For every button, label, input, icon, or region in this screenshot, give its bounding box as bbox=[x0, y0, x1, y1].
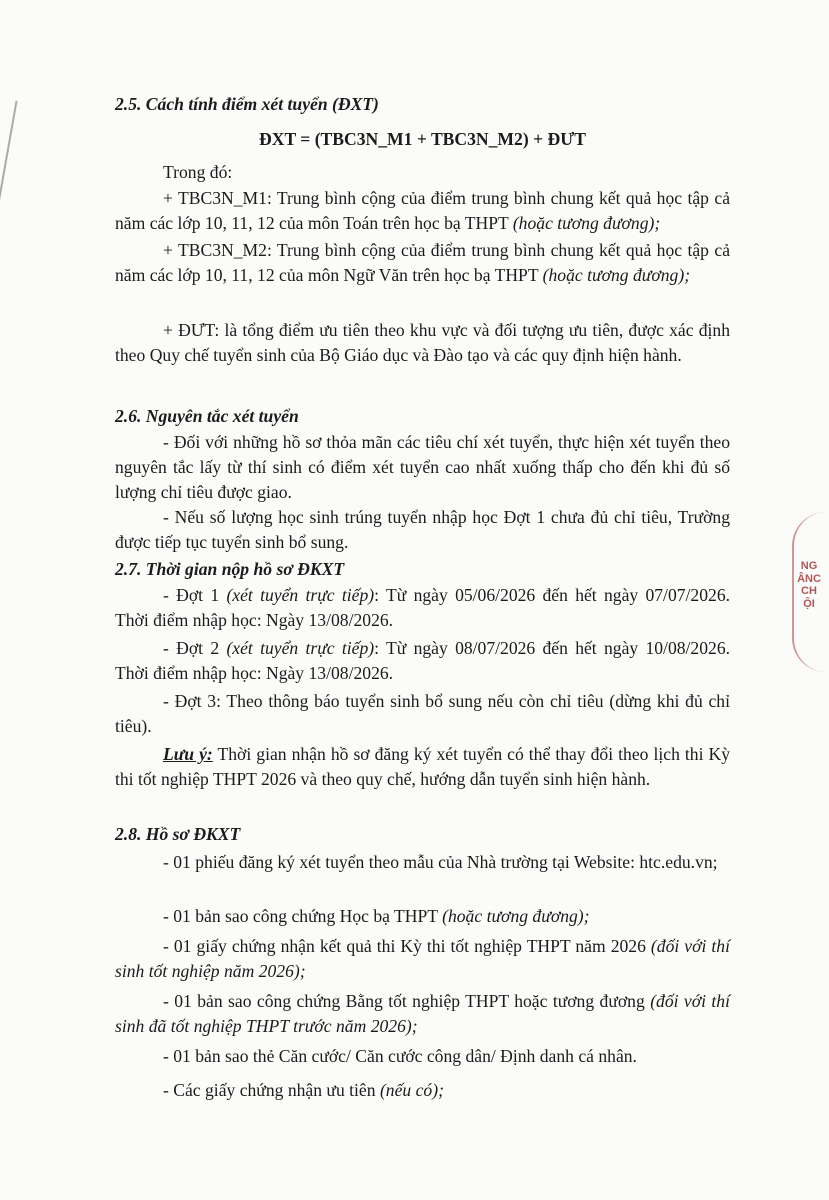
section-2-5-heading: 2.5. Cách tính điểm xét tuyển (ĐXT) bbox=[115, 94, 379, 114]
top-cut-off-line bbox=[270, 0, 600, 10]
doc-item-3-text: - 01 giấy chứng nhận kết quả thi Kỳ thi tốt nghiệp THPT năm 2026 bbox=[163, 936, 646, 956]
doc-item-2-italic: (hoặc tương đương); bbox=[442, 906, 590, 926]
round-2-text: : Từ ngày 08/07/2026 đến hết ngày 10/08/2026. Thời điểm nhập học: Ngày 13/08/2026. bbox=[115, 638, 731, 683]
doc-item-3 bbox=[115, 934, 730, 984]
stamp-text: NG ÂNC CH ỘI bbox=[797, 560, 821, 610]
round-1-italic: (xét tuyển trực tiếp) bbox=[226, 585, 375, 605]
doc-item-1: - 01 phiếu đăng ký xét tuyển theo mẫu của Nhà trường tại Website: htc.edu.vn; bbox=[163, 852, 718, 872]
doc-item-5: - 01 bản sao thẻ Căn cước/ Căn cước công dân/ Định danh cá nhân. bbox=[163, 1046, 637, 1066]
dut-definition: + ĐƯT: là tổng điểm ưu tiên theo khu vực và đối tượng ưu tiên, được xác định theo Quy chế tuyển sinh của Bộ Giáo dục và Đào tạo và các quy định hiện hành. bbox=[115, 320, 730, 365]
round-1-text: : Từ ngày 05/06/2026 đến hết ngày 07/07/2026. Thời điểm nhập học: Ngày 13/08/2026. bbox=[115, 585, 731, 630]
round-2 bbox=[115, 636, 730, 686]
doc-item-4-italic: (đối với thí sinh đã tốt nghiệp THPT trước năm 2026); bbox=[115, 991, 730, 1036]
doc-item-3-italic: (đối với thí sinh tốt nghiệp năm 2026); bbox=[115, 936, 730, 981]
dxt-formula: ĐXT = (TBC3N_M1 + TBC3N_M2) + ĐƯT bbox=[259, 129, 586, 149]
intro-line: Trong đó: bbox=[163, 162, 233, 182]
doc-item-4-text: - 01 bản sao công chứng Bằng tốt nghiệp THPT hoặc tương đương bbox=[163, 991, 645, 1011]
round-2-italic: (xét tuyển trực tiếp) bbox=[226, 638, 375, 658]
section-2-8-heading: 2.8. Hồ sơ ĐKXT bbox=[115, 824, 241, 844]
round-1-label: - Đợt 1 bbox=[163, 585, 220, 605]
round-2-label: - Đợt 2 bbox=[163, 638, 220, 658]
note-paragraph bbox=[115, 742, 730, 792]
doc-item-2 bbox=[115, 904, 730, 929]
section-2-6-heading: 2.6. Nguyên tắc xét tuyển bbox=[115, 406, 299, 426]
red-seal-stamp bbox=[786, 512, 826, 672]
m2-italic: (hoặc tương đương); bbox=[542, 264, 691, 285]
page-edge-mark bbox=[0, 101, 18, 210]
doc-item-6-italic: (nếu có); bbox=[379, 1080, 444, 1100]
round-1 bbox=[115, 583, 730, 633]
m2-definition bbox=[115, 238, 730, 288]
m2-text: + TBC3N_M2: Trung bình cộng của điểm trung bình chung kết quả học tập cả năm các lớp 10, 11, 12 của môn Ngữ Văn trên học bạ THPT bbox=[115, 240, 730, 285]
m1-definition bbox=[115, 186, 730, 236]
doc-item-6 bbox=[115, 1078, 730, 1103]
note-text: Thời gian nhận hồ sơ đăng ký xét tuyển có thể thay đổi theo lịch thi Kỳ thi tốt nghiệp THPT 2026 và theo quy chế, hướng dẫn tuyển sinh hiện hành. bbox=[115, 744, 731, 789]
doc-item-6-text: - Các giấy chứng nhận ưu tiên bbox=[163, 1080, 376, 1100]
principle-2: - Nếu số lượng học sinh trúng tuyển nhập học Đợt 1 chưa đủ chỉ tiêu, Trường được tiếp tục tuyển sinh bổ sung. bbox=[115, 507, 730, 552]
round-3: - Đợt 3: Theo thông báo tuyển sinh bổ sung nếu còn chỉ tiêu (dừng khi đủ chỉ tiêu). bbox=[115, 691, 730, 736]
principle-1: - Đối với những hồ sơ thỏa mãn các tiêu chí xét tuyển, thực hiện xét tuyển theo nguyên tắc lấy từ thí sinh có điểm xét tuyển cao nhất xuống thấp cho đến khi đủ số lượng chỉ tiêu được giao. bbox=[115, 432, 730, 502]
m1-italic: (hoặc tương đương); bbox=[512, 212, 661, 233]
doc-item-4 bbox=[115, 989, 730, 1039]
doc-item-2-text: - 01 bản sao công chứng Học bạ THPT bbox=[163, 906, 438, 926]
m1-text: + TBC3N_M1: Trung bình cộng của điểm trung bình chung kết quả học tập cả năm các lớp 10, 11, 12 của môn Toán trên học bạ THPT bbox=[115, 188, 730, 233]
section-2-7-heading: 2.7. Thời gian nộp hồ sơ ĐKXT bbox=[115, 559, 345, 579]
note-label: Lưu ý: bbox=[163, 744, 213, 764]
